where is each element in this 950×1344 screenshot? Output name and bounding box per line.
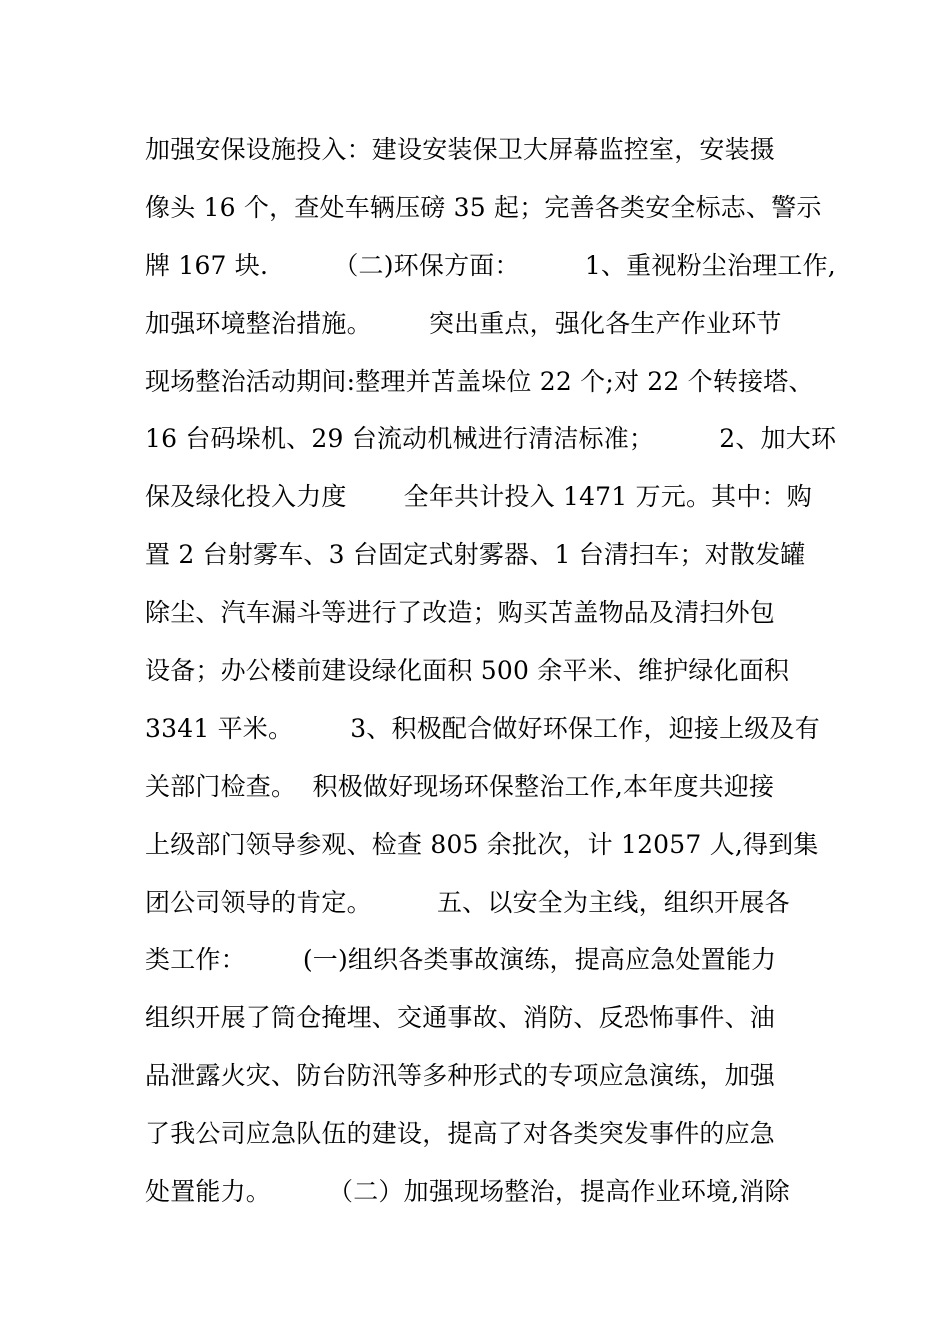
text-line: 加强环境整治措施。 突出重点，强化各生产作业环节	[145, 308, 782, 338]
text-line: 设备；办公楼前建设绿化面积 500 余平米、维护绿化面积	[145, 656, 790, 686]
text-line: 了我公司应急队伍的建设，提高了对各类突发事件的应急	[145, 1119, 776, 1149]
text-line: 加强安保设施投入：建设安装保卫大屏幕监控室，安装摄	[145, 135, 776, 164]
text-line: 类工作： (一)组织各类事故演练，提高应急处置能力	[145, 945, 777, 975]
text-line: 像头 16 个，查处车辆压磅 35 起；完善各类安全标志、警示	[145, 192, 822, 222]
text-line: 组织开展了筒仓掩埋、交通事故、消防、反恐怖事件、油	[145, 1003, 776, 1033]
text-line: 关部门检查。 积极做好现场环保整治工作,本年度共迎接	[145, 771, 775, 801]
text-line: 品泄露火灾、防台防汛等多种形式的专项应急演练，加强	[145, 1061, 776, 1091]
text-line: 保及绿化投入力度 全年共计投入 1471 万元。其中：购	[145, 482, 812, 512]
text-line: 置 2 台射雾车、3 台固定式射雾器、1 台清扫车；对散发罐	[145, 540, 806, 570]
text-line: 现场整治活动期间:整理并苫盖垛位 22 个;对 22 个转接塔、	[145, 366, 814, 396]
text-line: 团公司领导的肯定。 五、以安全为主线，组织开展各	[145, 887, 790, 917]
text-line: 牌 167 块. （二)环保方面： 1、重视粉尘治理工作,	[145, 250, 836, 280]
text-line: 除尘、汽车漏斗等进行了改造；购买苫盖物品及清扫外包	[145, 598, 776, 628]
body-text	[145, 128, 845, 1228]
text-line: 上级部门领导参观、检查 805 余批次，计 12057 人,得到集	[145, 829, 819, 859]
text-line: 3341 平米。 3、积极配合做好环保工作，迎接上级及有	[145, 713, 820, 743]
text-line: 处置能力。 （二）加强现场整治，提高作业环境,消除	[145, 1177, 790, 1207]
text-line: 16 台码垛机、29 台流动机械进行清洁标准； 2、加大环	[145, 424, 837, 454]
